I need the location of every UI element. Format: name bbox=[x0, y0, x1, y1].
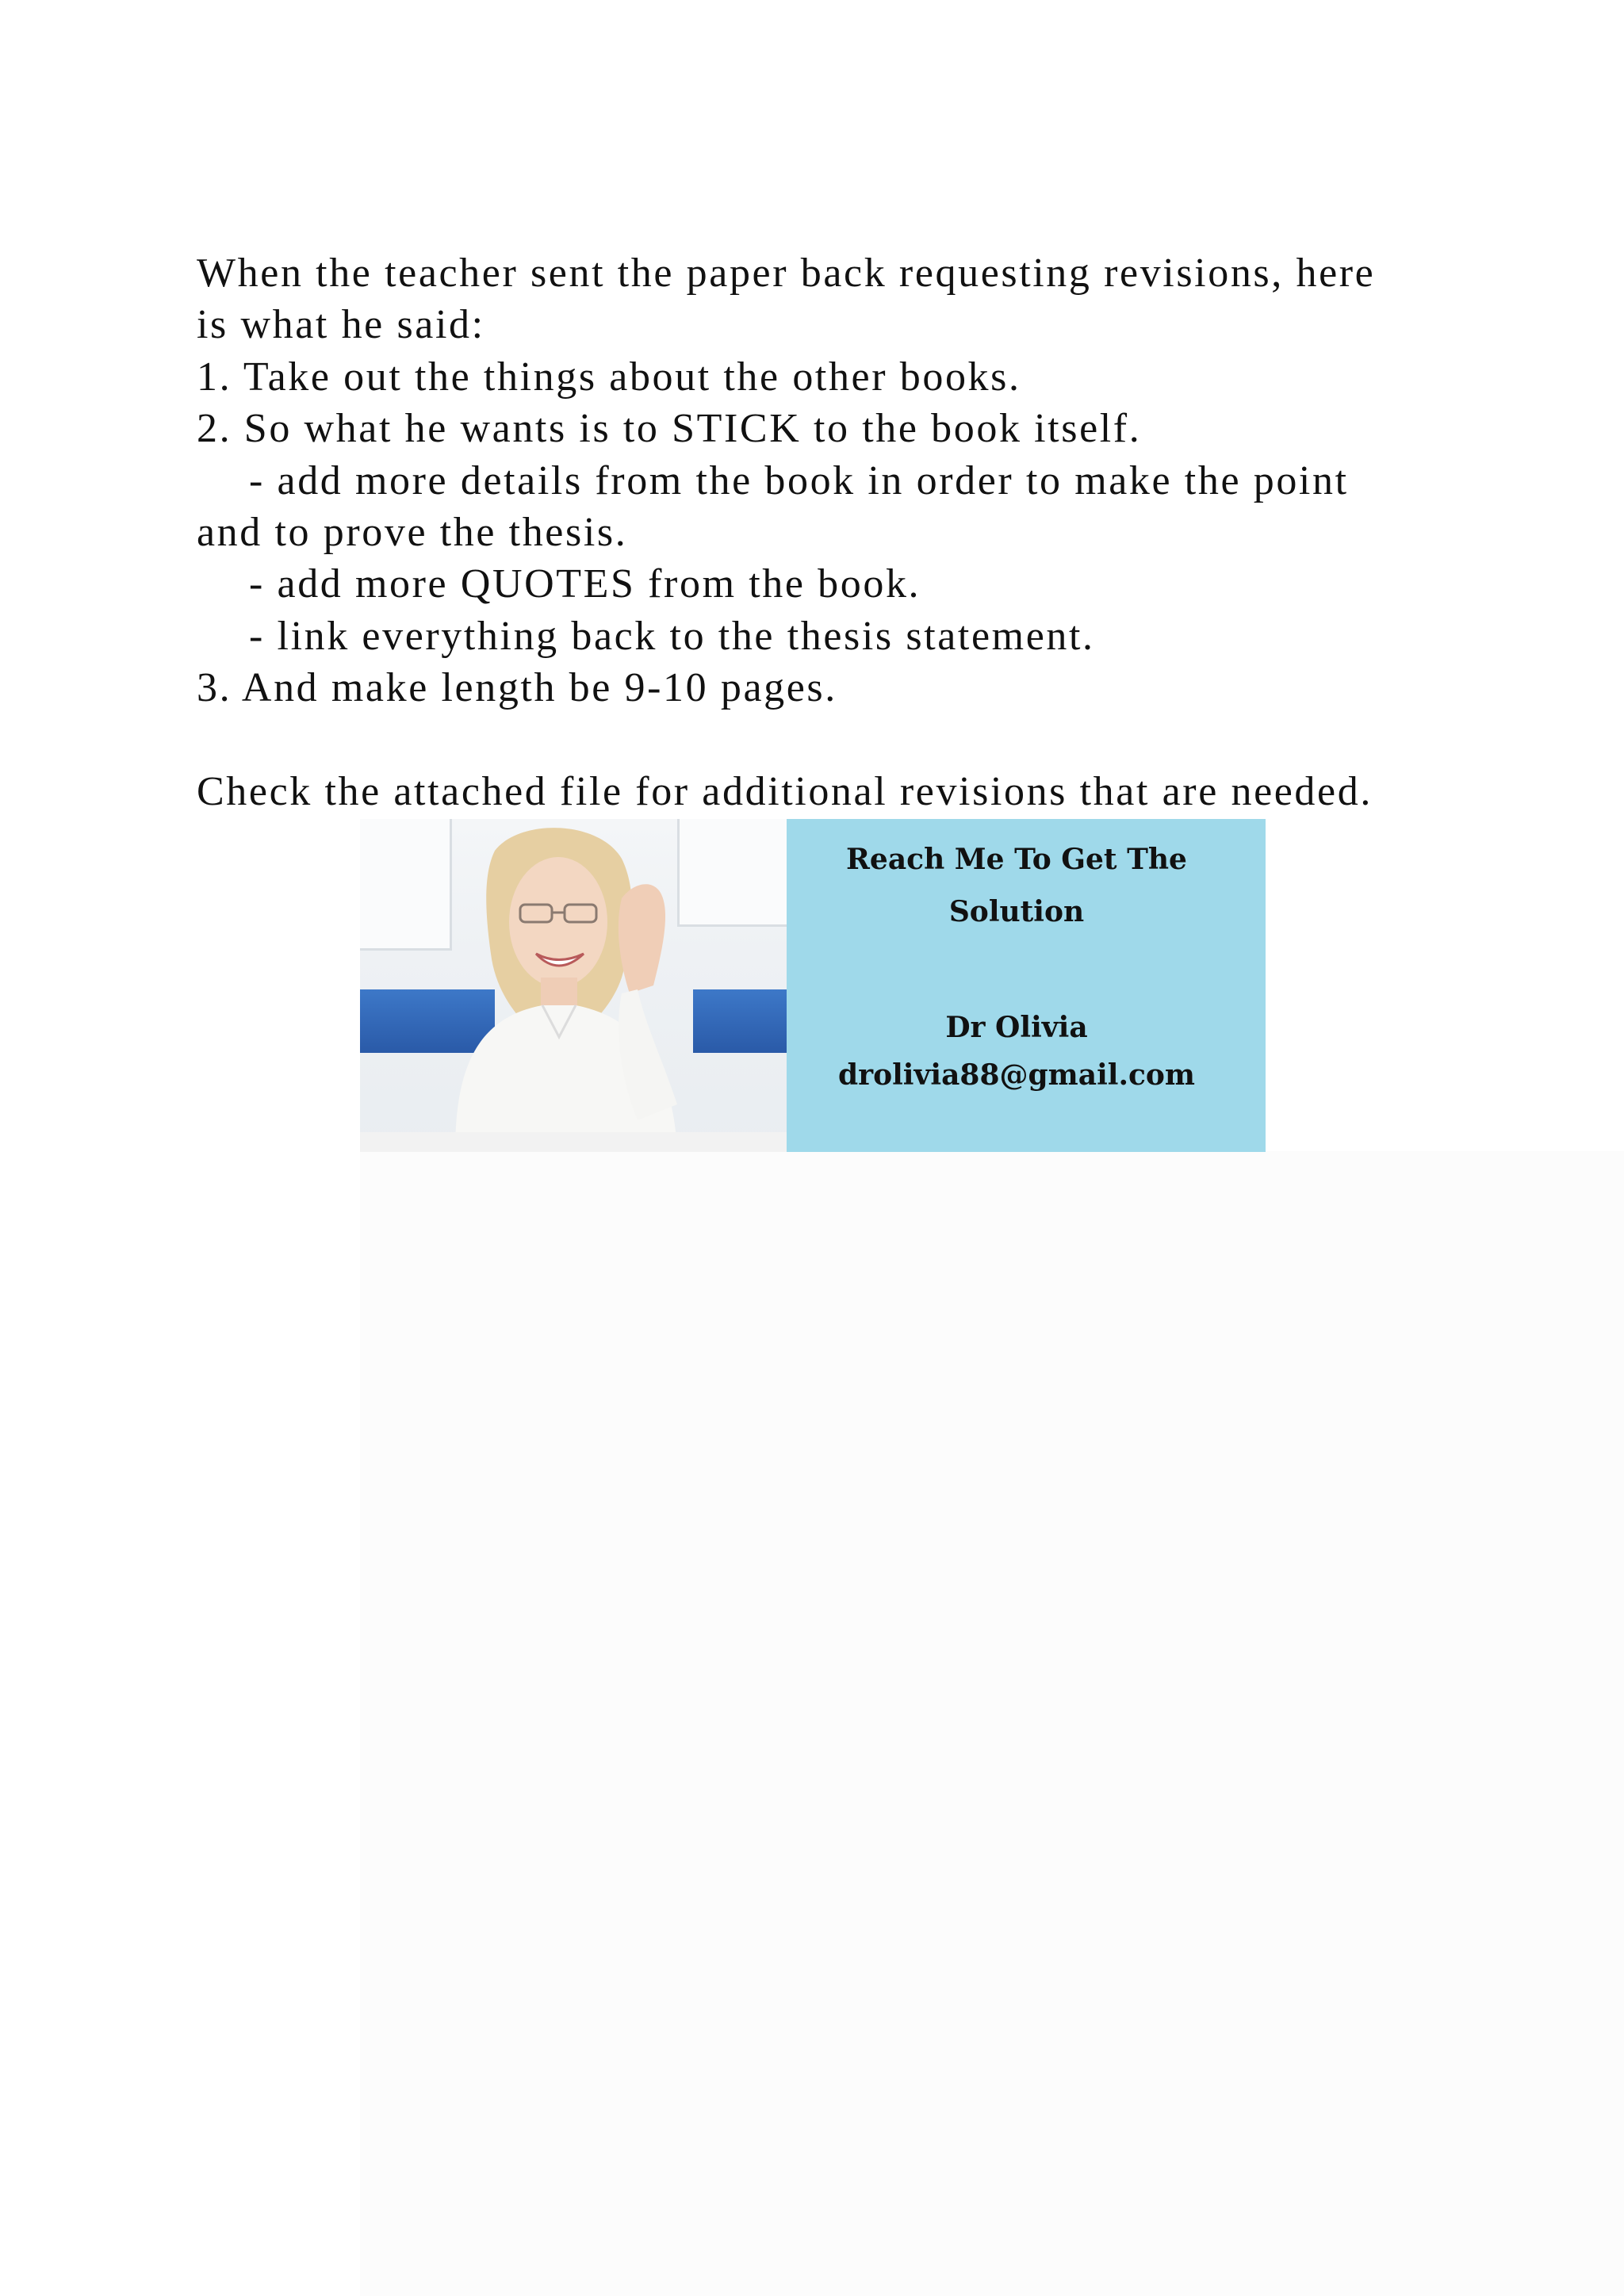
contact-panel bbox=[787, 819, 1266, 1152]
text-line: When the teacher sent the paper back requesting revisions, here bbox=[197, 251, 1376, 296]
text-line: is what he said: bbox=[197, 302, 485, 348]
sub-list-item: - add more QUOTES from the book. bbox=[249, 561, 921, 607]
banner-headline: Reach Me To Get The bbox=[846, 843, 1187, 876]
sub-list-item: - link everything back to the thesis statement. bbox=[249, 613, 1095, 659]
revision-instructions bbox=[197, 247, 1465, 817]
contact-banner bbox=[360, 819, 1266, 1152]
banner-headline-continued: Solution bbox=[948, 895, 1085, 928]
list-item: 2. So what he wants is to STICK to the book itself. bbox=[197, 406, 1142, 452]
page-lower-shade bbox=[360, 1151, 1624, 2296]
closing-note: Check the attached file for additional revisions that are needed. bbox=[197, 768, 1373, 814]
list-item: 1. Take out the things about the other books. bbox=[197, 354, 1021, 400]
woman-illustration bbox=[360, 819, 787, 1152]
contact-email: drolivia88@gmail.com bbox=[837, 1058, 1196, 1092]
sub-list-item: - add more details from the book in order to make the point bbox=[249, 457, 1349, 503]
text-line: and to prove the thesis. bbox=[197, 509, 628, 555]
contact-name: Dr Olivia bbox=[945, 1011, 1088, 1044]
list-item: 3. And make length be 9-10 pages. bbox=[197, 665, 837, 711]
woman-photo bbox=[360, 819, 787, 1152]
paragraph-gap bbox=[197, 714, 1465, 766]
